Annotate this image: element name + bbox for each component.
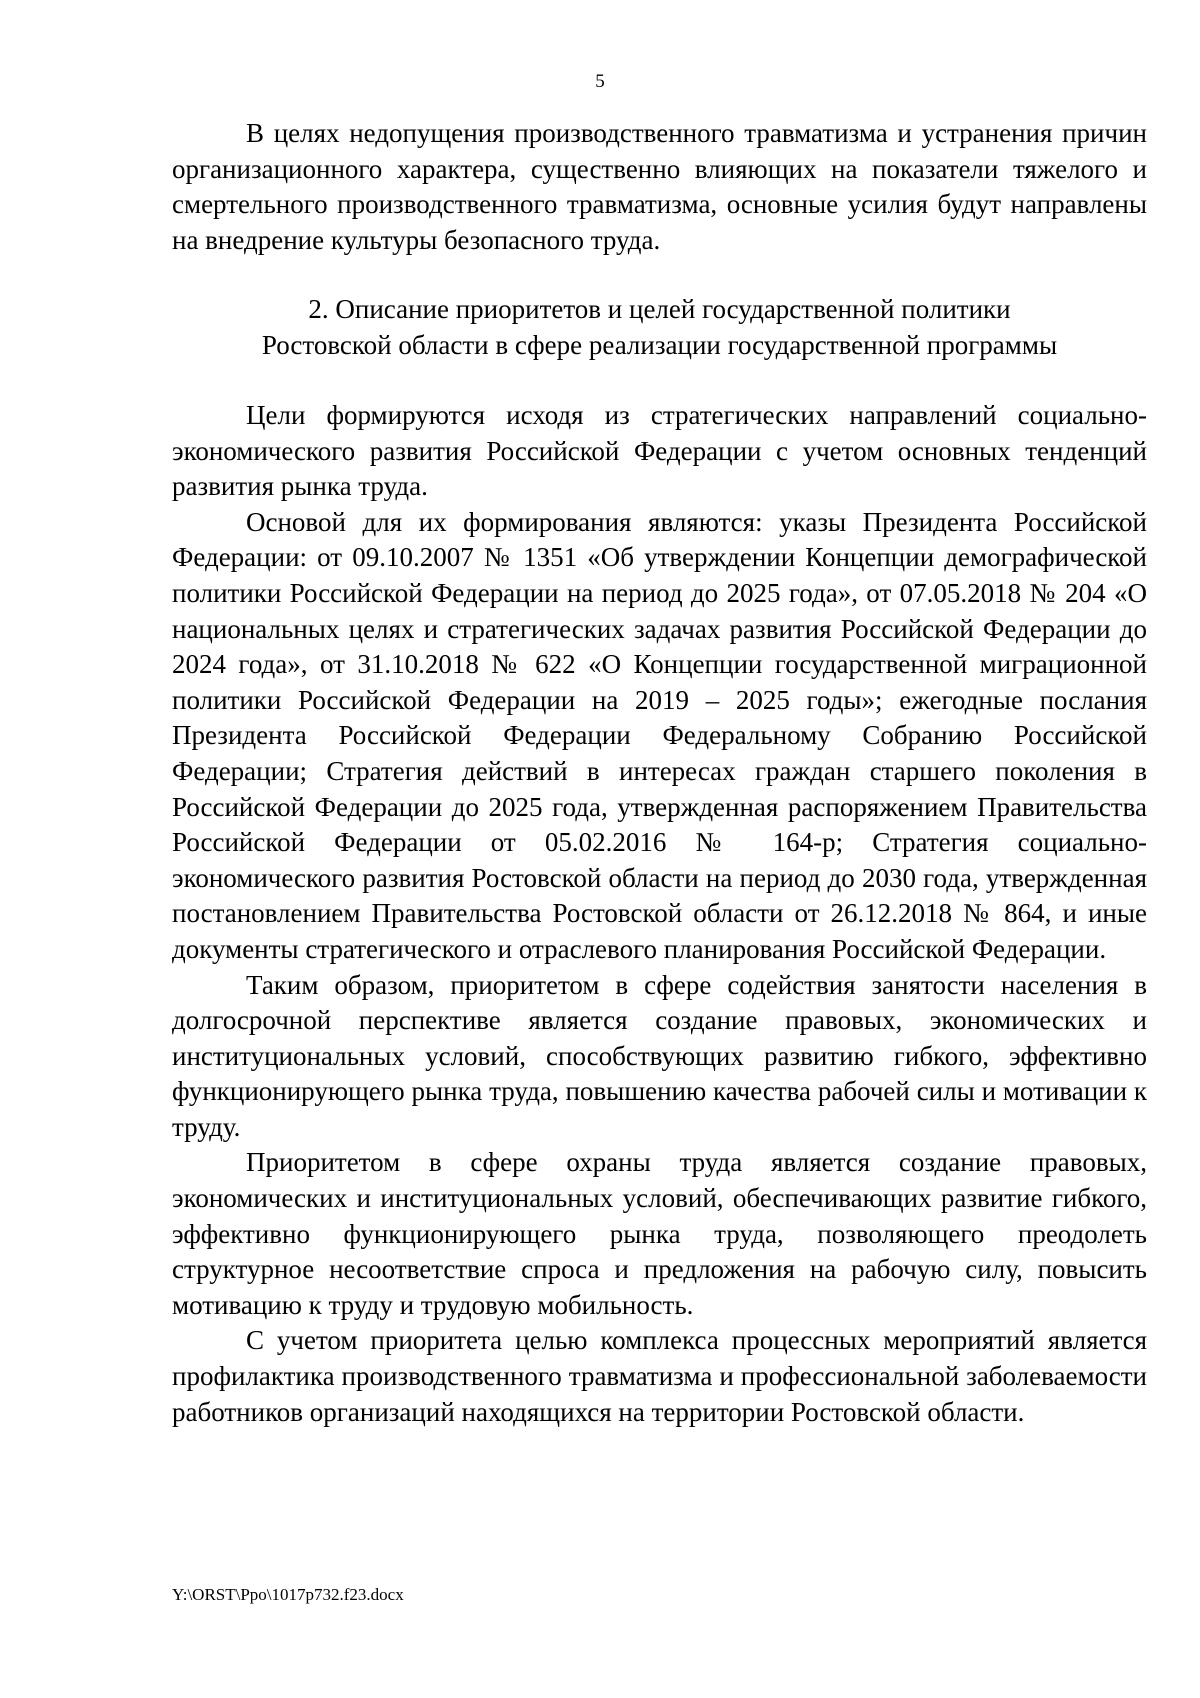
- page-number: 5: [595, 71, 605, 92]
- main-text-block: [172, 398, 1147, 1430]
- footer-file-path: Y:\ORST\Ppo\1017p732.f23.docx: [172, 1585, 404, 1604]
- section-heading-line-2: Ростовской области в сфере реализации государственной программы: [261, 329, 1058, 360]
- paragraph: Таким образом, приоритетом в сфере содействия занятости населения в долгосрочной перспективе является создание правовых, экономических и институциональных условий, способствующих развитию гибкого, эффективно функционирующего рынка труда, повышению качества рабочей силы и мотивации к труду.: [172, 969, 1147, 1142]
- section-heading: [172, 292, 1147, 363]
- intro-text-block: [172, 116, 1147, 258]
- paragraph: Основой для их формирования являются: указы Президента Российской Федерации: от 09.10.2007 № 1351 «Об утверждении Концепции демографической политики Российской Федерации на период до 2025 года», от 07.05.2018 № 204 «О национальных целях и стратегических задачах развития Российской Федерации до 2024 года», от 31.10.2018 № 622 «О Концепции государственной миграционной политики Российской Федерации на 2019 – 2025 годы»; ежегодные послания Президента Российской Федерации Федеральному Собранию Российской Федерации; Стратегия действий в интересах граждан старшего поколения в Российской Федерации до 2025 года, утвержденная распоряжением Правительства Российской Федерации от 05.02.2016 № 164-р; Стратегия социально-экономического развития Ростовской области на период до 2030 года, утвержденная постановлением Правительства Ростовской области от 26.12.2018 № 864, и иные документы стратегического и отраслевого планирования Российской Федерации.: [172, 506, 1147, 964]
- section-heading-line-1: 2. Описание приоритетов и целей государственной политики: [308, 294, 1011, 324]
- paragraph: Приоритетом в сфере охраны труда является создание правовых, экономических и институциональных условий, обеспечивающих развитие гибкого, эффективно функционирующего рынка труда, позволяющего преодолеть структурное несоответствие спроса и предложения на рабочую силу, повысить мотивацию к труду и трудовую мобильность.: [172, 1147, 1147, 1320]
- paragraph: Цели формируются исходя из стратегических направлений социально-экономического развития Российской Федерации с учетом основных тенденций развития рынка труда.: [172, 400, 1147, 502]
- paragraph: С учетом приоритета целью комплекса процессных мероприятий является профилактика производственного травматизма и профессиональной заболеваемости работников организаций находящихся на территории Ростовской области.: [172, 1325, 1147, 1427]
- paragraph: В целях недопущения производственного травматизма и устранения причин организационного характера, существенно влияющих на показатели тяжелого и смертельного производственного травматизма, основные усилия будут направлены на внедрение культуры безопасного труда.: [172, 118, 1147, 255]
